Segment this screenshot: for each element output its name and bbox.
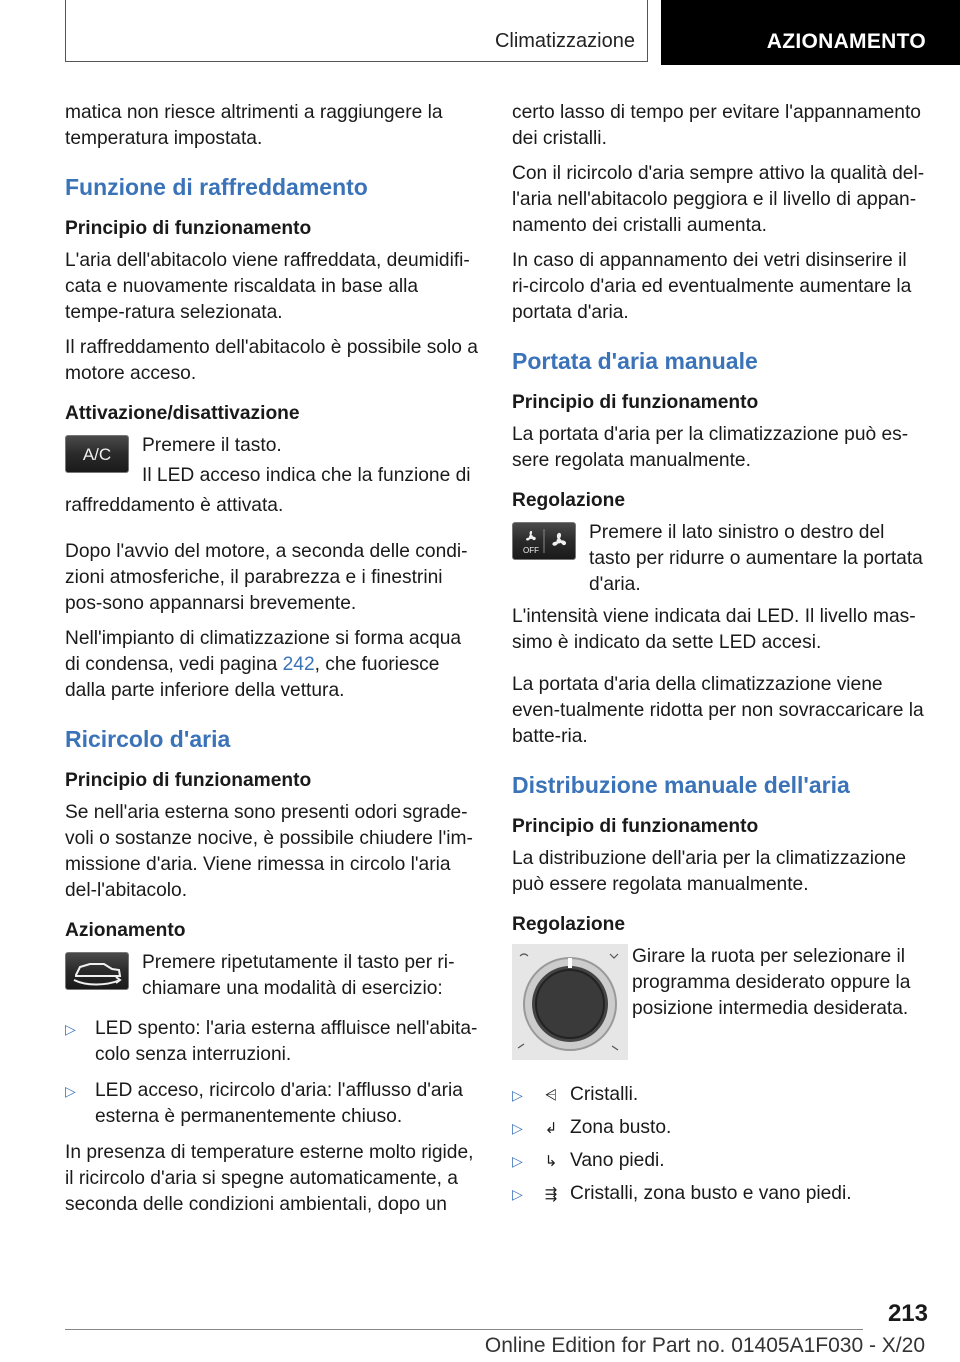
recirculation-principle-heading: Principio di funzionamento bbox=[65, 770, 312, 791]
fan-press-text: Premere il lato sinistro o destro del tasto per ridurre o aumentare la portata d'aria. bbox=[589, 522, 923, 595]
cooling-paragraph-4: Nell'impianto di climatizzazione si forma acqua di condensa, vedi pagina 242, che fuoriesce dalla parte inferiore della vettura. bbox=[65, 628, 462, 701]
cooling-paragraph-2: Il raffreddamento dell'abitacolo è possibile solo a motore acceso. bbox=[65, 337, 478, 384]
cooling-principle-heading: Principio di funzionamento bbox=[65, 218, 312, 239]
left-column bbox=[65, 100, 480, 1227]
all-zones-icon: ⇶ bbox=[544, 1186, 558, 1203]
upper-body-icon: ↲ bbox=[544, 1120, 558, 1137]
fan-button-row bbox=[512, 520, 927, 598]
ac-button-icon bbox=[65, 435, 129, 473]
recirculation-cont-2: Con il ricircolo d'aria sempre attivo la qualità del‐l'aria nell'abitacolo peggiora e il livello di appan‐namento dei cristalli aumenta. bbox=[512, 163, 925, 236]
cooling-activation-heading: Attivazione/disattivazione bbox=[65, 403, 300, 424]
page-link[interactable]: 242 bbox=[282, 654, 315, 675]
page-number: 213 bbox=[887, 1300, 928, 1327]
airflow-principle-heading: Principio di funzionamento bbox=[512, 392, 759, 413]
triangle-bullet-icon: ▷ bbox=[65, 1021, 76, 1037]
ac-button-label: A/C bbox=[82, 445, 112, 464]
list-item: ▷ LED spento: l'aria esterna affluisce nell'abita‐colo senza interruzioni. bbox=[65, 1018, 478, 1065]
cooling-paragraph-1: L'aria dell'abitacolo viene raffreddata, deumidifi‐cata e nuovamente riscaldata in base alla tempe‐ratura selezionata. bbox=[65, 250, 470, 323]
intro-paragraph: matica non riesce altrimenti a raggiungere la temperatura impostata. bbox=[65, 102, 443, 149]
ac-led-text: Il LED acceso indica che la funzione di bbox=[142, 465, 471, 486]
recirculation-cont-1: certo lasso di tempo per evitare l'appannamento dei cristalli. bbox=[512, 102, 921, 149]
recirculation-operation-heading: Azionamento bbox=[65, 920, 186, 941]
recirculation-mode-list bbox=[65, 1016, 480, 1130]
distribution-knob-icon bbox=[512, 944, 628, 1060]
cooling-paragraph-3: Dopo l'avvio del motore, a seconda delle condi‐zioni atmosferiche, il parabrezza e i finestrini pos‐sono appannarsi brevemente. bbox=[65, 541, 468, 614]
footer-divider bbox=[65, 1329, 863, 1330]
footwell-icon: ↳ bbox=[544, 1153, 558, 1170]
recirculation-cont-3: In caso di appannamento dei vetri disinserire il ri‐circolo d'aria ed eventualmente aumentare la portata d'aria. bbox=[512, 250, 912, 323]
list-item: ▷ ↲ Zona busto. bbox=[512, 1115, 927, 1142]
triangle-bullet-icon: ▷ bbox=[512, 1153, 523, 1169]
airflow-paragraph-3: La portata d'aria della climatizzazione viene even‐tualmente ridotta per non sovraccaricare la batte‐ria. bbox=[512, 674, 924, 747]
fan-speed-button-icon bbox=[512, 522, 576, 560]
right-column bbox=[512, 100, 927, 1214]
header-section-title: Climatizzazione bbox=[494, 30, 635, 52]
airflow-title: Portata d'aria manuale bbox=[512, 348, 758, 374]
triangle-bullet-icon: ▷ bbox=[512, 1186, 523, 1202]
triangle-bullet-icon: ▷ bbox=[512, 1120, 523, 1136]
footer-edition: Online Edition for Part no. 01405A1F030 - X/20 bbox=[484, 1334, 925, 1357]
distribution-principle-heading: Principio di funzionamento bbox=[512, 816, 759, 837]
recirculation-paragraph-2: In presenza di temperature esterne molto rigide, il ricircolo d'aria si spegne automaticamente, a seconda delle condizioni ambientali, dopo un bbox=[65, 1142, 474, 1215]
list-item: ▷ LED acceso, ricircolo d'aria: l'afflusso d'aria esterna è permanentemente chiuso. bbox=[65, 1080, 463, 1127]
distribution-adjust-heading: Regolazione bbox=[512, 914, 626, 935]
recirculation-paragraph-1: Se nell'aria esterna sono presenti odori sgrade‐voli o sostanze nocive, è possibile chiudere l'im‐missione d'aria. Viene rimessa in circolo l'aria del‐l'abitacolo. bbox=[65, 802, 473, 901]
triangle-bullet-icon: ▷ bbox=[512, 1087, 523, 1103]
ac-press-text: Premere il tasto. bbox=[142, 435, 282, 456]
list-item: ▷ ↳ Vano piedi. bbox=[512, 1148, 927, 1175]
distribution-turn-text: Girare la ruota per selezionare il programma desiderato oppure la posizione intermedia desiderata. bbox=[632, 946, 911, 1019]
header-chapter-tab bbox=[661, 0, 960, 65]
recirculation-title: Ricircolo d'aria bbox=[65, 726, 231, 752]
ac-led-text-cont: raffreddamento è attivata. bbox=[65, 495, 284, 516]
distribution-paragraph-1: La distribuzione dell'aria per la climatizzazione può essere regolata manualmente. bbox=[512, 848, 907, 895]
ac-button-row bbox=[65, 433, 480, 489]
windscreen-icon: ⩤ bbox=[544, 1087, 557, 1104]
airflow-paragraph-2: L'intensità viene indicata dai LED. Il livello mas‐simo è indicato da sette LED accesi. bbox=[512, 606, 916, 653]
distribution-title: Distribuzione manuale dell'aria bbox=[512, 772, 850, 798]
recirculation-button-icon bbox=[65, 952, 129, 990]
cooling-title: Funzione di raffreddamento bbox=[65, 174, 368, 200]
header-chapter-label: AZIONAMENTO bbox=[766, 30, 926, 53]
distribution-knob-row bbox=[512, 944, 927, 1068]
airflow-adjust-heading: Regolazione bbox=[512, 490, 626, 511]
recirc-button-row bbox=[65, 950, 480, 1002]
triangle-bullet-icon: ▷ bbox=[65, 1083, 76, 1099]
fan-off-label: OFF bbox=[523, 546, 539, 555]
list-item: ▷ ⇶ Cristalli, zona busto e vano piedi. bbox=[512, 1181, 927, 1208]
airflow-paragraph-1: La portata d'aria per la climatizzazione può es‐sere regolata manualmente. bbox=[512, 424, 909, 471]
distribution-mode-list bbox=[512, 1082, 927, 1208]
list-item: ▷ ⩤ Cristalli. bbox=[512, 1082, 927, 1109]
recirc-press-text: Premere ripetutamente il tasto per ri‐chiamare una modalità di esercizio: bbox=[142, 952, 455, 999]
